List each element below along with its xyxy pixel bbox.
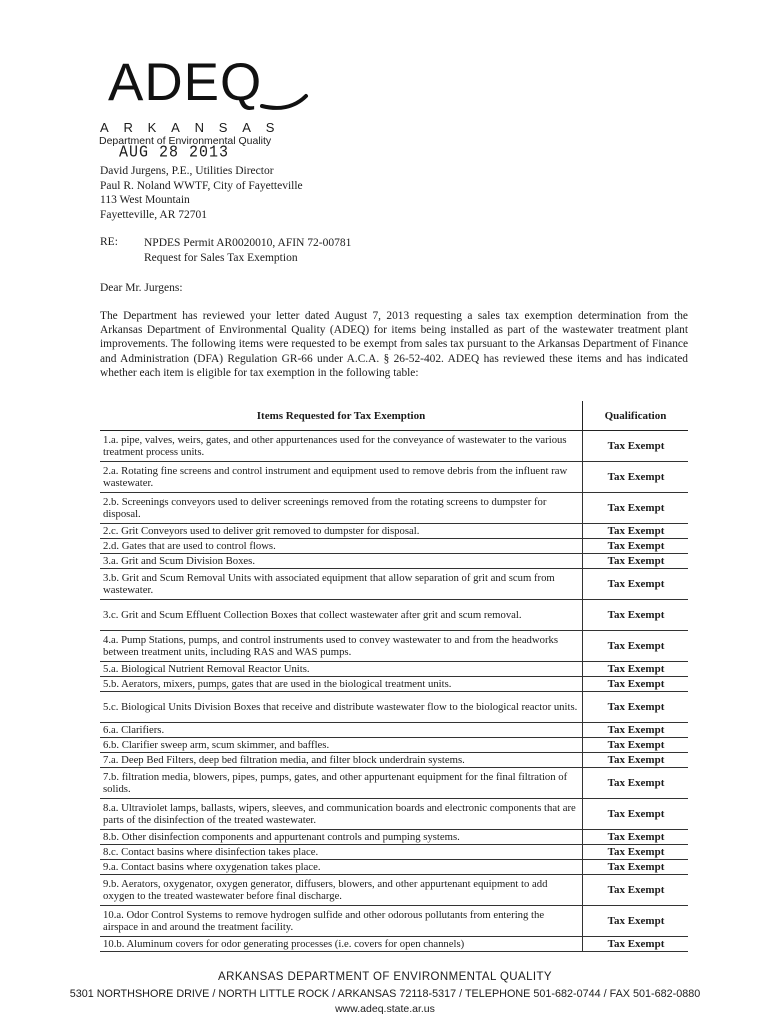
qualification-cell: Tax Exempt [583,845,689,860]
header-items: Items Requested for Tax Exemption [100,401,583,431]
table-row [100,539,688,554]
qualification-cell: Tax Exempt [583,937,689,952]
item-cell: 3.a. Grit and Scum Division Boxes. [100,554,583,569]
table-row [100,600,688,631]
table-row [100,753,688,768]
table-row [100,462,688,493]
table-row [100,662,688,677]
recipient-address [100,164,303,223]
qualification-cell: Tax Exempt [583,860,689,875]
re-line-permit: NPDES Permit AR0020010, AFIN 72-00781 [144,237,352,249]
table-row [100,906,688,937]
table-row [100,677,688,692]
re-subject [144,236,351,265]
re-label: RE: [100,236,118,248]
item-cell: 2.a. Rotating fine screens and control instrument and equipment used to remove debris from the influent raw wastewater. [100,462,583,493]
qualification-cell: Tax Exempt [583,677,689,692]
table-row [100,692,688,723]
item-cell: 8.c. Contact basins where disinfection takes place. [100,845,583,860]
qualification-cell: Tax Exempt [583,524,689,539]
qualification-cell: Tax Exempt [583,431,689,462]
table-row [100,554,688,569]
item-cell: 3.b. Grit and Scum Removal Units with associated equipment that allow separation of grit and scum from wastewater. [100,569,583,600]
item-cell: 10.a. Odor Control Systems to remove hydrogen sulfide and other odorous pollutants from entering the airspace in and around the treatment facility. [100,906,583,937]
qualification-cell: Tax Exempt [583,753,689,768]
item-cell: 7.a. Deep Bed Filters, deep bed filtration media, and filter block underdrain systems. [100,753,583,768]
adeq-logo: ADEQ [108,53,263,112]
qualification-cell: Tax Exempt [583,554,689,569]
address-line: 113 West Mountain [100,194,190,207]
item-cell: 6.a. Clarifiers. [100,723,583,738]
item-cell: 10.b. Aluminum covers for odor generating processes (i.e. covers for open channels) [100,937,583,952]
qualification-cell: Tax Exempt [583,906,689,937]
header-qualification: Qualification [583,401,689,431]
received-date-stamp: AUG 28 2013 [119,143,230,162]
address-line: Fayetteville, AR 72701 [100,209,208,222]
qualification-cell: Tax Exempt [583,723,689,738]
item-cell: 8.a. Ultraviolet lamps, ballasts, wipers, sleeves, and communication boards and electronic components that are parts of the disinfection of the treated wastewater. [100,799,583,830]
table-row [100,569,688,600]
table-row [100,799,688,830]
item-cell: 5.a. Biological Nutrient Removal Reactor Units. [100,662,583,677]
qualification-cell: Tax Exempt [583,600,689,631]
qualification-cell: Tax Exempt [583,662,689,677]
item-cell: 6.b. Clarifier sweep arm, scum skimmer, and baffles. [100,738,583,753]
footer-address: 5301 NORTHSHORE DRIVE / NORTH LITTLE ROCK / ARKANSAS 72118-5317 / TELEPHONE 501-682-0744 / FAX 501-682-0880 [69,988,701,1000]
table-row [100,738,688,753]
qualification-cell: Tax Exempt [583,692,689,723]
logo-state: ARKANSAS [100,120,290,135]
re-line-request: Request for Sales Tax Exemption [144,251,298,264]
qualification-cell: Tax Exempt [583,493,689,524]
address-line: Paul R. Noland WWTF, City of Fayetteville [100,179,303,192]
table-row [100,860,688,875]
footer-department: ARKANSAS DEPARTMENT OF ENVIRONMENTAL QUALITY [218,971,552,983]
salutation: Dear Mr. Jurgens: [100,282,183,294]
qualification-cell: Tax Exempt [583,569,689,600]
table-row [100,431,688,462]
item-cell: 2.d. Gates that are used to control flows. [100,539,583,554]
item-cell: 2.c. Grit Conveyors used to deliver grit removed to dumpster for disposal. [100,524,583,539]
qualification-cell: Tax Exempt [583,875,689,906]
item-cell: 9.a. Contact basins where oxygenation takes place. [100,860,583,875]
item-cell: 5.b. Aerators, mixers, pumps, gates that are used in the biological treatment units. [100,677,583,692]
table-row [100,631,688,662]
table-row [100,830,688,845]
qualification-cell: Tax Exempt [583,738,689,753]
item-cell: 2.b. Screenings conveyors used to deliver screenings removed from the rotating screens to dumpster for disposal. [100,493,583,524]
qualification-cell: Tax Exempt [583,631,689,662]
table-header-row [100,401,688,431]
item-cell: 1.a. pipe, valves, weirs, gates, and other appurtenances used for the conveyance of wastewater to the various treatment process units. [100,431,583,462]
table-row [100,845,688,860]
item-cell: 5.c. Biological Units Division Boxes that receive and distribute wastewater flow to the biological reactor units. [100,692,583,723]
qualification-cell: Tax Exempt [583,830,689,845]
qualification-cell: Tax Exempt [583,462,689,493]
table-row [100,524,688,539]
item-cell: 9.b. Aerators, oxygenator, oxygen generator, diffusers, blowers, and other appurtenant equipment to add oxygen to the treated wastewater before final discharge. [100,875,583,906]
item-cell: 8.b. Other disinfection components and appurtenant controls and pumping systems. [100,830,583,845]
qualification-cell: Tax Exempt [583,799,689,830]
item-cell: 7.b. filtration media, blowers, pipes, pumps, gates, and other appurtenant equipment for the final filtration of solids. [100,768,583,799]
table-row [100,493,688,524]
qualification-cell: Tax Exempt [583,539,689,554]
item-cell: 4.a. Pump Stations, pumps, and control instruments used to convey wastewater to and from the headworks between treatment units, including RAS and WAS pumps. [100,631,583,662]
logo-department: Department of Environmental Quality [99,135,272,147]
table-row [100,723,688,738]
body-paragraph: The Department has reviewed your letter dated August 7, 2013 requesting a sales tax exemption determination from the Arkansas Department of Environmental Quality (ADEQ) for items being installed as part of the wastewater treatment plant improvements. The following items were requested to be exempt from sales tax pursuant to the Arkansas Department of Finance and Administration (DFA) Regulation GR-66 under A.C.A. § 26-52-402. ADEQ has reviewed these items and has indicated whether each item is eligible for tax exemption in the following table: [100,310,688,379]
table-row [100,768,688,799]
table-row [100,875,688,906]
table-row [100,937,688,952]
tax-exemption-table [100,401,688,952]
logo-swoosh-icon [260,92,310,112]
footer-website: www.adeq.state.ar.us [335,1003,435,1015]
qualification-cell: Tax Exempt [583,768,689,799]
item-cell: 3.c. Grit and Scum Effluent Collection Boxes that collect wastewater after grit and scum removal. [100,600,583,631]
address-line: David Jurgens, P.E., Utilities Director [100,165,274,177]
